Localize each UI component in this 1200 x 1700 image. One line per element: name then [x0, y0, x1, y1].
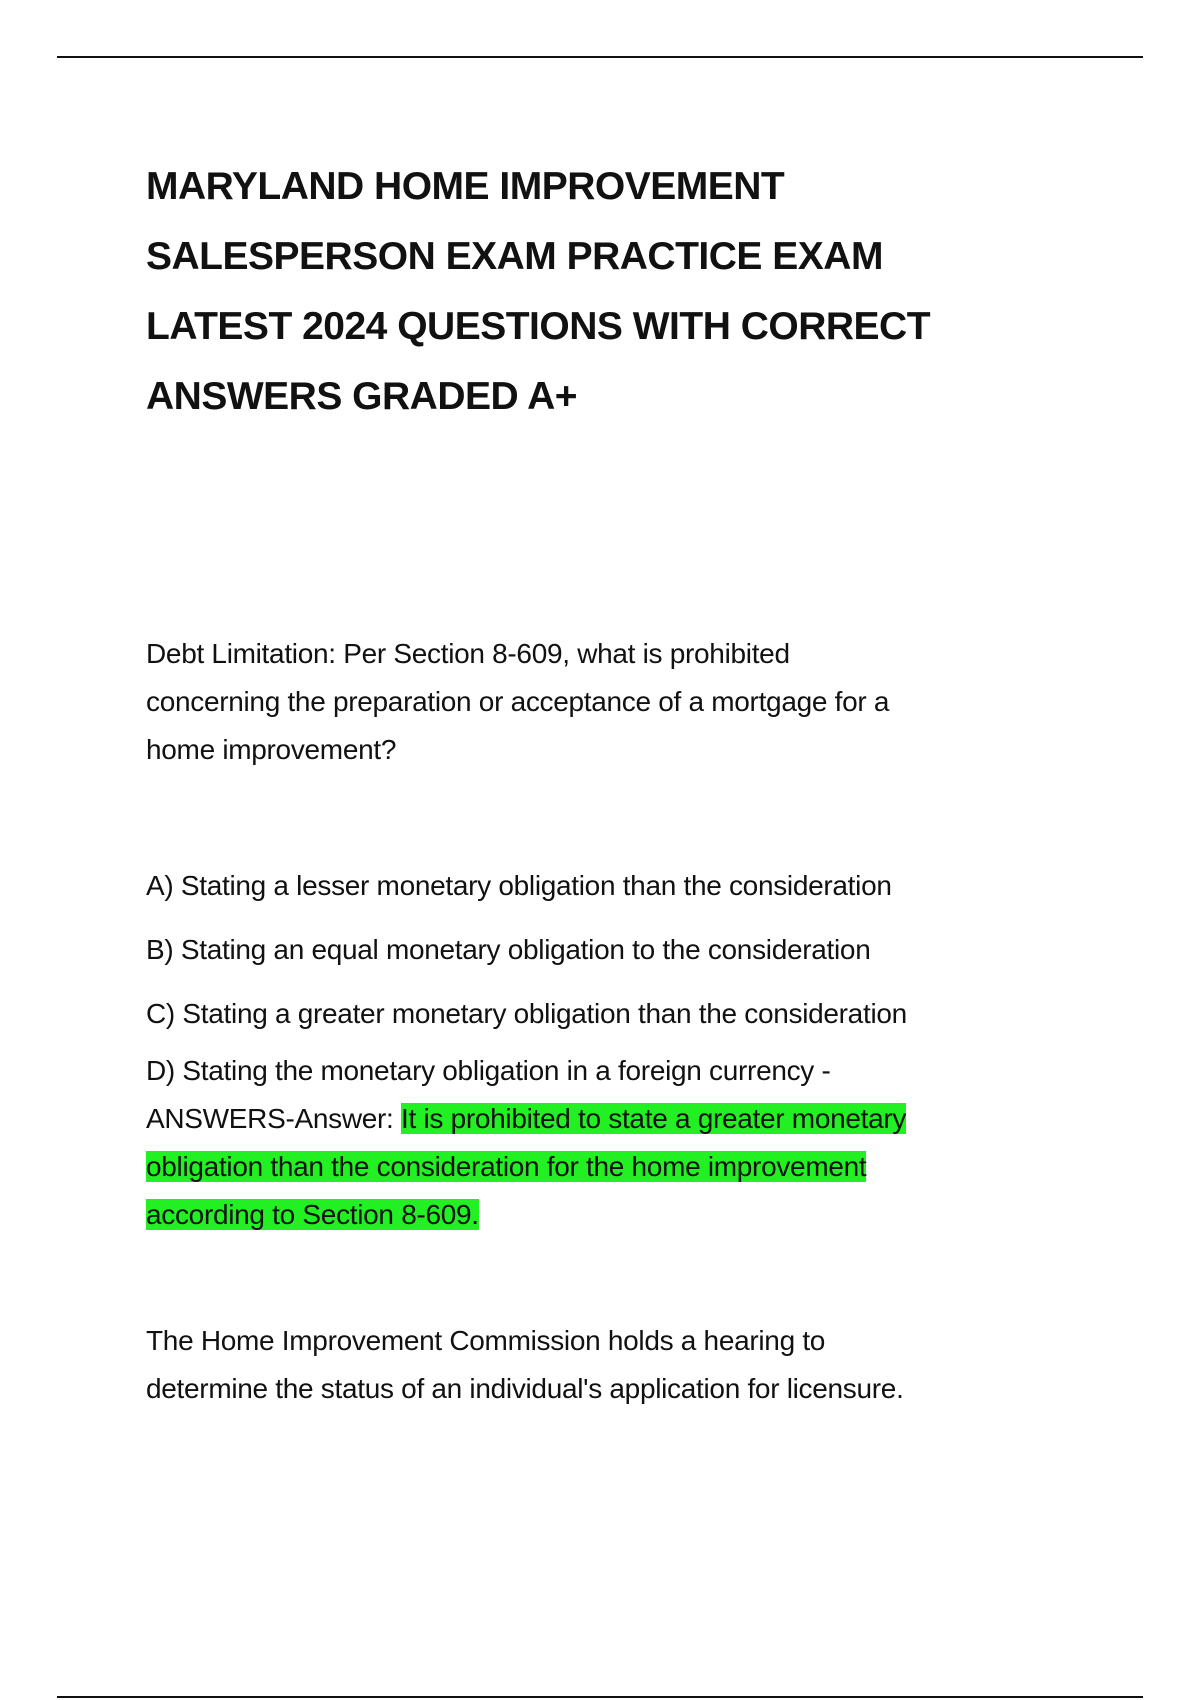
- document-title: [146, 152, 930, 432]
- answer-highlight: according to Section 8-609.: [146, 1199, 479, 1230]
- question-1-answer: [146, 1047, 906, 1239]
- top-divider: [57, 56, 1143, 58]
- answer-highlight: obligation than the consideration for the home improvement: [146, 1151, 867, 1182]
- question-line: Debt Limitation: Per Section 8-609, what is prohibited: [146, 638, 790, 669]
- answer-prefix: ANSWERS-Answer:: [146, 1103, 402, 1134]
- question-2-text: [146, 1317, 904, 1413]
- question-line: concerning the preparation or acceptance of a mortgage for a: [146, 686, 890, 717]
- title-line: ANSWERS GRADED A+: [146, 375, 578, 418]
- answer-highlight: It is prohibited to state a greater monetary: [401, 1103, 907, 1134]
- question-1-text: [146, 630, 889, 774]
- bottom-divider: [57, 1696, 1143, 1698]
- question-1-options: [146, 854, 907, 1046]
- question-line: The Home Improvement Commission holds a hearing to: [146, 1325, 826, 1356]
- option-b: B) Stating an equal monetary obligation to the consideration: [146, 934, 871, 965]
- question-line: home improvement?: [146, 734, 397, 765]
- option-d: D) Stating the monetary obligation in a foreign currency -: [146, 1055, 831, 1086]
- title-line: SALESPERSON EXAM PRACTICE EXAM: [146, 235, 883, 278]
- title-line: MARYLAND HOME IMPROVEMENT: [146, 165, 785, 208]
- title-line: LATEST 2024 QUESTIONS WITH CORRECT: [146, 305, 931, 348]
- option-a: A) Stating a lesser monetary obligation than the consideration: [146, 870, 892, 901]
- question-line: determine the status of an individual's application for licensure.: [146, 1373, 904, 1404]
- option-c: C) Stating a greater monetary obligation than the consideration: [146, 998, 907, 1029]
